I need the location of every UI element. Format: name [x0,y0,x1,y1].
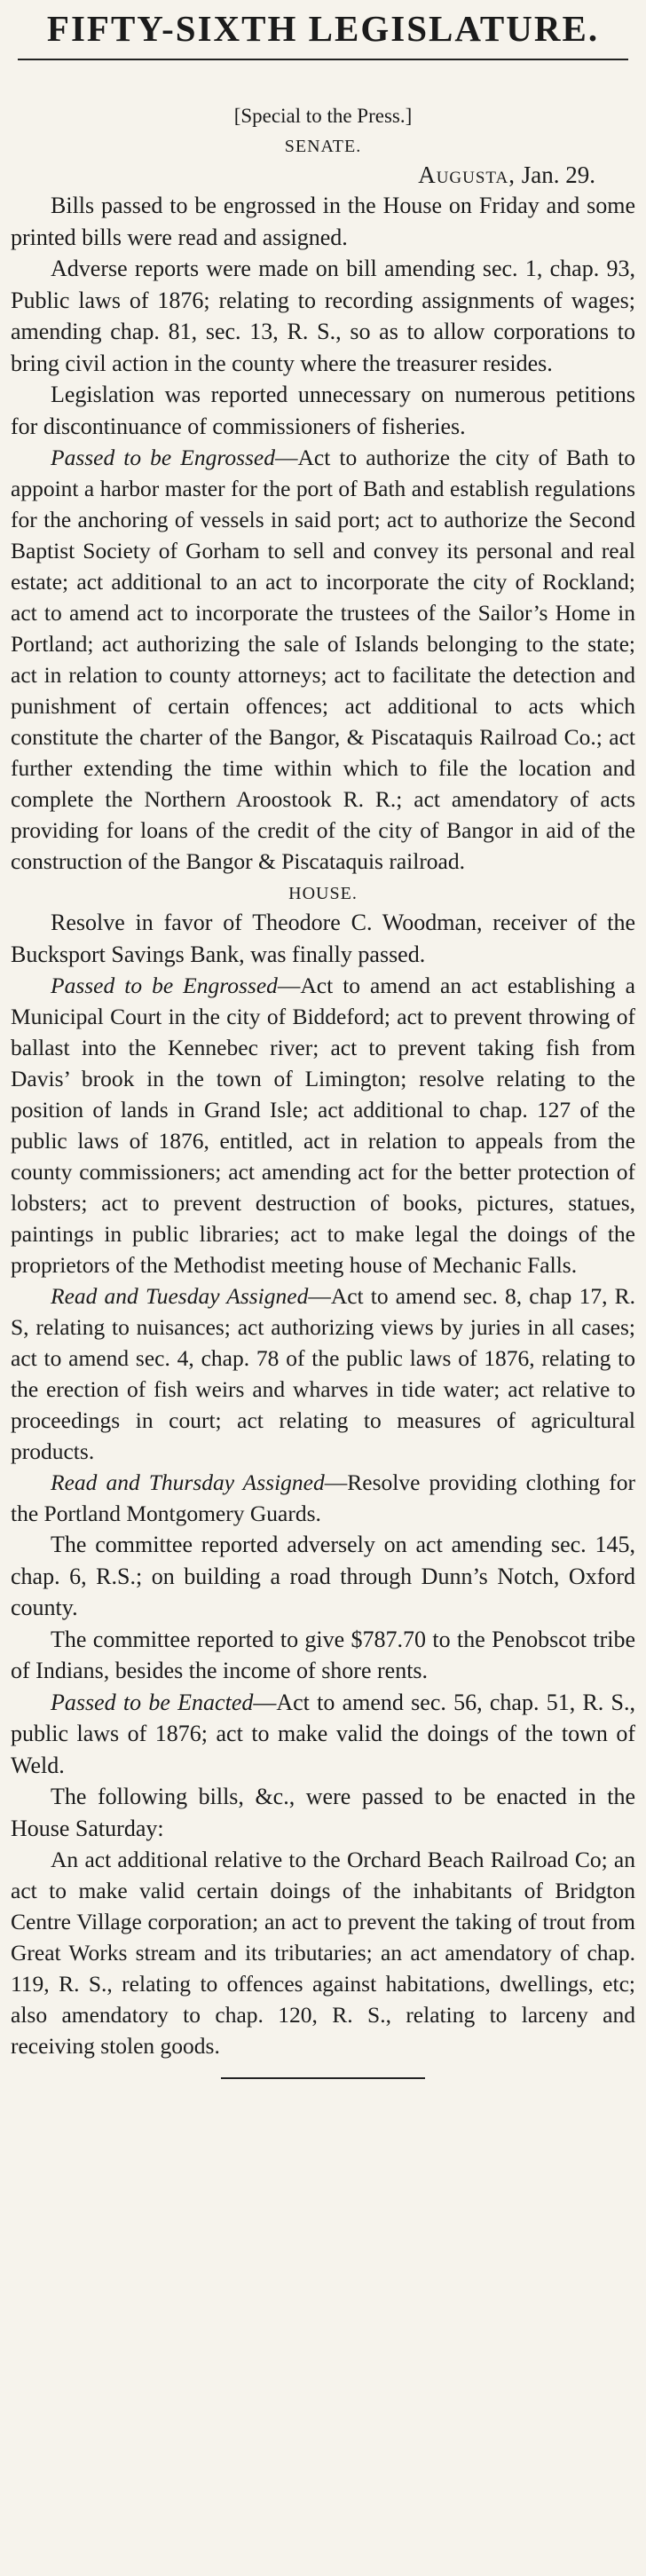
dateline-place: Augusta, [418,161,516,188]
special-note: [Special to the Press.] [233,105,413,127]
house-paragraph-6: The committee reported to give $787.70 to the Penobscot tribe of Indians, besides the income of shore rents. [11,1626,635,1683]
house-paragraph-9: An act additional relative to the Orchard Beach Railroad Co; an act to make valid certain doings of the inhabitants of Bridgton Centre Village corporation; an act to prevent the taking of trout from Great Works stream and its tributaries; an act amendatory of chap. 119, R. S., relating to offences against habitations, dwellings, etc; also amendatory to chap. 120, R. S., relating to larceny and receiving stolen goods. [11,1847,635,2059]
senate-paragraph-3: Legislation was reported unnecessary on numerous petitions for discontinuance of commissioners of fisheries. [11,382,635,439]
house-enacted-text: —Act to amend sec. 56, chap. 51, R. S., public laws of 1876; act to make valid the doings of the town of Weld. [11,1689,635,1778]
house-tuesday-lead: Read and Tuesday Assigned [51,1283,309,1309]
house-engrossed-lead: Passed to be Engrossed [51,973,278,998]
house-engrossed-text: —Act to amend an act establishing a Municipal Court in the city of Biddeford; act to prevent throwing of ballast into the Kennebec river; act to prevent taking fish from Davis’ brook in the town of Limington; resolve relating to the position of lands in Grand Isle; act additional to chap. 127 of the public laws of 1876, entitled, act in relation to appeals from the county commissioners; act amending act for the better protection of lobsters; act to prevent destruction of books, pictures, statues, paintings in public libraries; act to make legal the doings of the proprietors of the Methodist meeting house of Mechanic Falls. [11,973,635,1278]
house-thursday-lead: Read and Thursday Assigned [51,1469,325,1495]
senate-paragraph-1: Bills passed to be engrossed in the House on Friday and some printed bills were read and assigned. [11,193,635,250]
senate-engrossed-lead: Passed to be Engrossed [51,445,276,470]
closing-rule [221,2077,425,2079]
headline: FIFTY-SIXTH LEGISLATURE. [46,8,600,49]
house-enacted-lead: Passed to be Enacted [51,1689,254,1715]
house-paragraph-1: Resolve in favor of Theodore C. Woodman, receiver of the Bucksport Savings Bank, was finally passed. [11,910,635,967]
senate-engrossed-text: —Act to authorize the city of Bath to appoint a harbor master for the port of Bath and establish regulations for the anchoring of vessels in said port; act to authorize the Second Baptist Society of Gorham to sell and convey its personal and real estate; act additional to an act to incorporate the city of Rockland; act to amend act to incorporate the trustees of the Sailor’s Home in Portland; act authorizing the sale of Islands belonging to the state; act in relation to county attorneys; act to facilitate the detection and punishment of certain offences; act additional to acts which constitute the charter of the Bangor, & Piscataquis Railroad Co.; act further extending the time within which to file the location and complete the Northern Aroostook R. R.; act amendatory of acts providing for loans of the credit of the city of Bangor in aid of the construction of the Bangor & Piscataquis railroad. [11,445,635,874]
house-paragraph-3 [11,1280,635,1467]
house-tuesday-text: —Act to amend sec. 8, chap 17, R. S, relating to nuisances; act authorizing views by juries in all cases; act to amend sec. 4, chap. 78 of the public laws of 1876, relating to the erection of fish weirs and wharves in tide water; act relative to proceedings in court; act relating to measures of agricultural products. [11,1283,635,1464]
headline-rule [18,59,628,60]
house-paragraph-7 [11,1687,635,1782]
house-thursday-text: —Resolve providing clothing for the Portland Montgomery Guards. [11,1469,636,1526]
senate-heading: SENATE. [284,137,362,156]
house-heading: HOUSE. [288,884,358,903]
senate-paragraph-4 [11,442,635,877]
dateline-date: Jan. 29. [521,161,595,188]
house-paragraph-8: The following bills, &c., were passed to be enacted in the House Saturday: [11,1784,635,1841]
house-paragraph-5: The committee reported adversely on act amending sec. 145, chap. 6, R.S.; on building a road through Dunn’s Notch, Oxford county. [11,1532,635,1620]
dateline [11,160,635,190]
house-paragraph-4 [11,1467,635,1529]
senate-paragraph-2: Adverse reports were made on bill amending sec. 1, chap. 93, Public laws of 1876; relating to recording assignments of wages; amending chap. 81, sec. 13, R. S., so as to allow corporations to bring civil action in the county where the treasurer resides. [11,256,635,376]
house-paragraph-2 [11,970,635,1280]
